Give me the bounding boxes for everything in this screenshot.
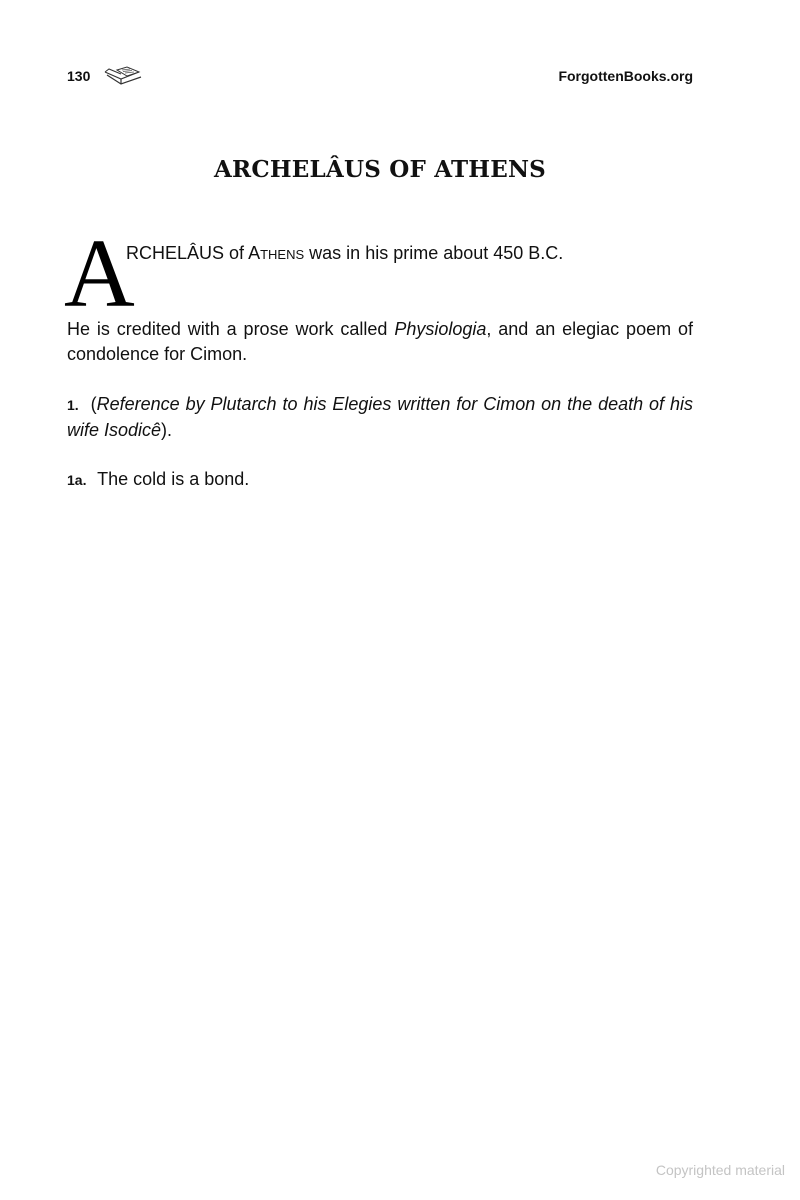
page-number: 130: [67, 68, 91, 84]
paren-close: ).: [161, 420, 173, 440]
fragment-1: [67, 392, 693, 443]
place-initial: A: [248, 243, 261, 263]
work-title: Physiologia: [394, 319, 487, 339]
fragment-text: Reference by Plutarch to his Elegies written for Cimon on the death of his wife Isodicê: [67, 394, 693, 440]
open-book-icon: [103, 66, 143, 88]
place-rest: THENS: [260, 247, 305, 262]
name-rest: RCHELÂUS: [126, 243, 225, 263]
copyright-watermark: Copyrighted material: [655, 1162, 785, 1178]
paragraph-text: He is credited with a prose work called: [67, 319, 395, 339]
fragment-number: 1.: [67, 397, 79, 413]
site-name: ForgottenBooks.org: [558, 68, 693, 84]
fragment-number: 1a.: [67, 472, 87, 488]
drop-cap: A: [64, 220, 135, 328]
intro-of: of: [229, 243, 245, 263]
body-paragraph: [67, 317, 693, 367]
fragment-1a: [67, 467, 693, 493]
chapter-title: ARCHELÂUS OF ATHENS: [214, 156, 546, 183]
fragment-text: The cold is a bond.: [97, 469, 250, 489]
intro-line: [126, 243, 563, 264]
intro-rest: was in his prime about 450 B.C.: [309, 243, 564, 263]
paragraph-text-end: , and an elegiac poem of condolence for Cimon.: [67, 319, 693, 364]
paren-open: (: [90, 394, 97, 414]
page-header: [67, 66, 693, 90]
